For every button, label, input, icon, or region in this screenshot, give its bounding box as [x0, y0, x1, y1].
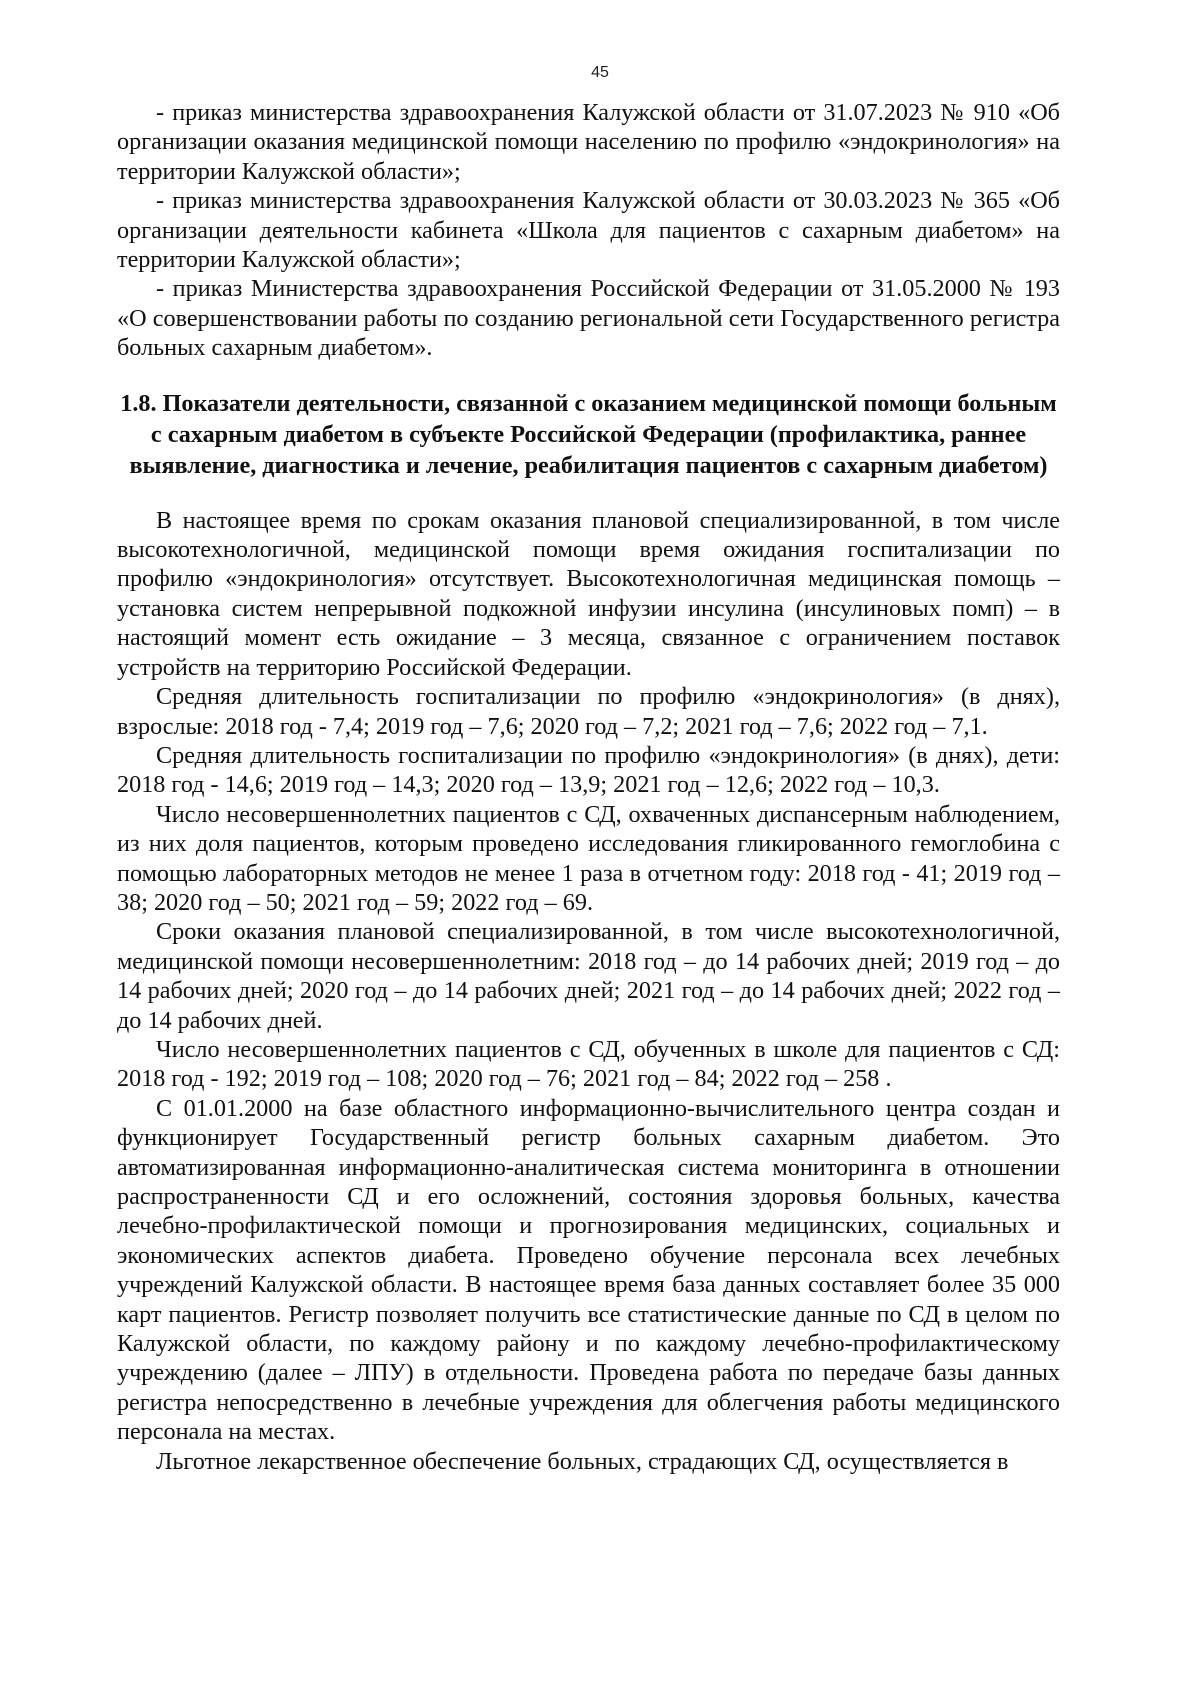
body-paragraph: С 01.01.2000 на базе областного информационно-вычислительного центра создан и функционирует Государственный регистр больных сахарным диабетом. Это автоматизированная информационно-аналитическая система мониторинга в отношении распространенности СД и его осложнений, состояния здоровья больных, качества лечебно-профилактической помощи и прогнозирования медицинских, социальных и экономических аспектов диабета. Проведено обучение персонала всех лечебных учреждений Калужской области. В настоящее время база данных составляет более 35 000 карт пациентов. Регистр позволяет получить все статистические данные по СД в целом по Калужской области, по каждому району и по каждому лечебно-профилактическому учреждению (далее – ЛПУ) в отдельности. Проведена работа по передаче базы данных регистра непосредственно в лечебные учреждения для облегчения работы медицинского персонала на местах. — [117, 1094, 1060, 1446]
body-paragraph-continued: Льготное лекарственное обеспечение больных, страдающих СД, осуществляется в — [156, 1447, 1009, 1475]
body-paragraph: Сроки оказания плановой специализированной, в том числе высокотехнологичной, медицинской помощи несовершеннолетним: 2018 год – до 14 рабочих дней; 2019 год – до 14 рабочих дней; 2020 год – до 14 рабочих дней; 2021 год – до 14 рабочих дней; 2022 год – до 14 рабочих дней. — [117, 918, 1060, 1034]
body-paragraph: Средняя длительность госпитализации по профилю «эндокринология» (в днях), дети: 2018 год - 14,6; 2019 год – 14,3; 2020 год – 13,9; 2021 год – 12,6; 2022 год – 10,3. — [117, 741, 1060, 799]
body-paragraph: В настоящее время по срокам оказания плановой специализированной, в том числе высокотехнологичной, медицинской помощи время ожидания госпитализации по профилю «эндокринология» отсутствует. Высокотехнологичная медицинская помощь – установка систем непрерывной подкожной инфузии инсулина (инсулиновых помп) – в настоящий момент есть ожидание – 3 месяца, связанное с ограничением поставок устройств на территорию Российской Федерации. — [117, 506, 1060, 681]
order-item: - приказ министерства здравоохранения Калужской области от 31.07.2023 № 910 «Об организации оказания медицинской помощи населению по профилю «эндокринология» на территории Калужской области»; — [117, 99, 1060, 185]
body-paragraph: Число несовершеннолетних пациентов с СД, обученных в школе для пациентов с СД: 2018 год - 192; 2019 год – 108; 2020 год – 76; 2021 год – 84; 2022 год – 258 . — [117, 1035, 1060, 1093]
order-item: - приказ министерства здравоохранения Калужской области от 30.03.2023 № 365 «Об организации деятельности кабинета «Школа для пациентов с сахарным диабетом» на территории Калужской области»; — [117, 187, 1060, 274]
order-item: - приказ Министерства здравоохранения Российской Федерации от 31.05.2000 № 193 «О совершенствовании работы по созданию региональной сети Государственного регистра больных сахарным диабетом». — [117, 275, 1060, 362]
body-paragraph: Число несовершеннолетних пациентов с СД, охваченных диспансерным наблюдением, из них доля пациентов, которым проведено исследования гликированного гемоглобина с помощью лабораторных методов не менее 1 раза в отчетном году: 2018 год - 41; 2019 год – 38; 2020 год – 50; 2021 год – 59; 2022 год – 69. — [117, 800, 1060, 916]
section-heading: 1.8. Показатели деятельности, связанной с оказанием медицинской помощи больным с сахарным диабетом в субъекте Российской Федерации (профилактика, раннее выявление, диагностика и лечение, реабилитация пациентов с сахарным диабетом) — [120, 389, 1057, 479]
body-paragraph: Средняя длительность госпитализации по профилю «эндокринология» (в днях), взрослые: 2018 год - 7,4; 2019 год – 7,6; 2020 год – 7,2; 2021 год – 7,6; 2022 год – 7,1. — [117, 683, 1060, 740]
page-number: 45 — [591, 64, 609, 81]
page-content — [117, 98, 1060, 1476]
